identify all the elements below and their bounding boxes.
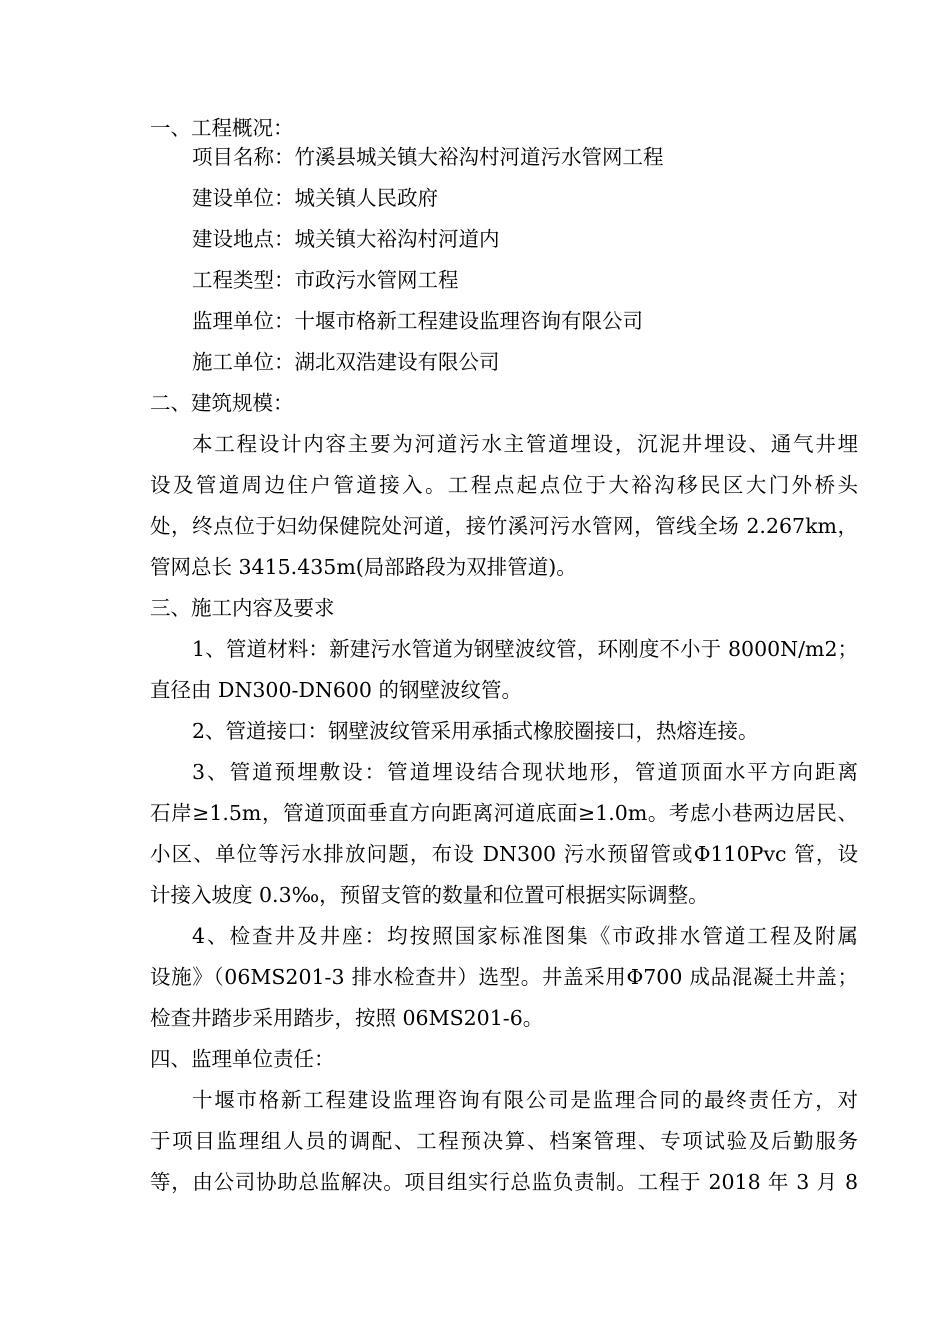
section-heading-construction: 三、施工内容及要求 [150,596,335,620]
paragraph-line: 设施》（06MS201-3 排水检查井）选型。井盖采用Φ700 成品混凝土井盖； [150,965,858,989]
paragraph-line: 直径由 DN300-DN600 的钢壁波纹管。 [150,678,522,702]
paragraph-line: 1、管道材料：新建污水管道为钢壁波纹管，环刚度不小于 8000N/m2； [192,637,858,661]
paragraph-line: 小区、单位等污水排放问题，布设 DN300 污水预留管或Φ110Pvc 管，设 [150,842,858,866]
paragraph-line: 设及管道周边住户管道接入。工程点起点位于大裕沟移民区大门外桥头 [150,473,858,497]
supervision-unit-line: 监理单位：十堰市格新工程建设监理咨询有限公司 [192,309,643,333]
paragraph-line: 十堰市格新工程建设监理咨询有限公司是监理合同的最终责任方，对 [192,1088,858,1112]
paragraph-line: 检查井踏步采用踏步，按照 06MS201-6。 [150,1006,544,1030]
construction-unit-line: 建设单位：城关镇人民政府 [192,186,438,210]
location-line: 建设地点：城关镇大裕沟村河道内 [192,227,500,251]
section-heading-responsibility: 四、监理单位责任： [150,1047,335,1071]
paragraph-line: 石岸≥1.5m，管道顶面垂直方向距离河道底面≥1.0m。考虑小巷两边居民、 [150,801,858,825]
project-type-line: 工程类型：市政污水管网工程 [192,268,459,292]
paragraph-line: 2、管道接口：钢壁波纹管采用承插式橡胶圈接口，热熔连接。 [192,719,759,743]
paragraph-line: 本工程设计内容主要为河道污水主管道埋设，沉泥井埋设、通气井埋 [192,432,858,456]
section-heading-overview: 一、工程概况： [150,116,294,140]
paragraph-line: 管网总长 3415.435m(局部路段为双排管道)。 [150,555,577,579]
paragraph-line: 4、检查井及井座：均按照国家标准图集《市政排水管道工程及附属 [192,924,858,948]
paragraph-line: 3、管道预埋敷设：管道埋设结合现状地形，管道顶面水平方向距离 [192,760,858,784]
builder-line: 施工单位：湖北双浩建设有限公司 [192,350,500,374]
paragraph-line: 处，终点位于妇幼保健院处河道，接竹溪河污水管网，管线全场 2.267km， [150,514,858,538]
section-heading-scale: 二、建筑规模： [150,391,294,415]
paragraph-line: 于项目监理组人员的调配、工程预决算、档案管理、专项试验及后勤服务 [150,1129,858,1153]
paragraph-line: 计接入坡度 0.3‰，预留支管的数量和位置可根据实际调整。 [150,883,709,907]
project-name-line: 项目名称：竹溪县城关镇大裕沟村河道污水管网工程 [192,145,664,169]
paragraph-line: 等，由公司协助总监解决。项目组实行总监负责制。工程于 2018 年 3 月 8 [150,1170,858,1194]
